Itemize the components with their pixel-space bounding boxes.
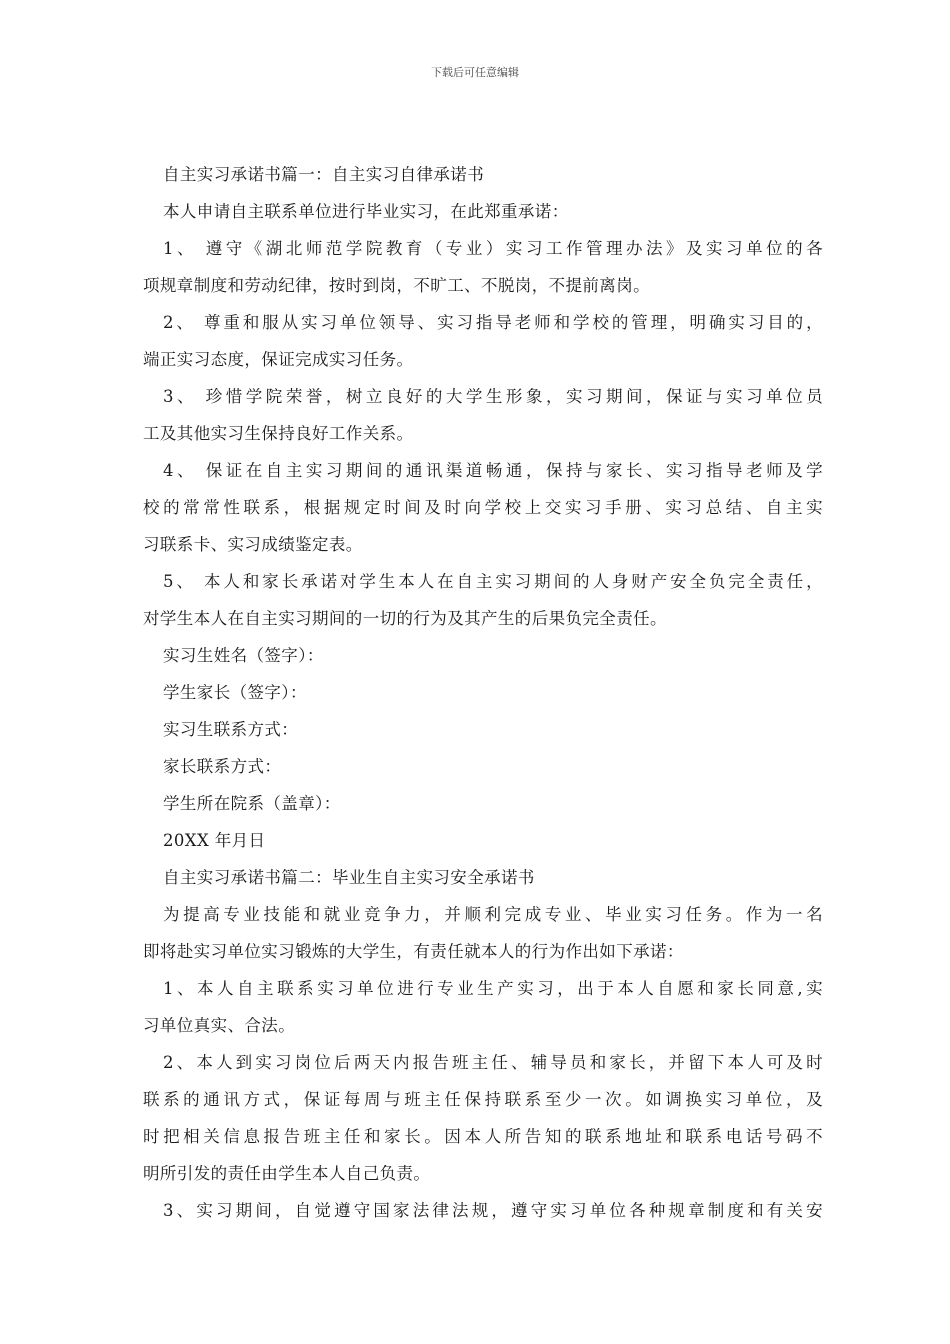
text-line: 习联系卡、实习成绩鉴定表。 bbox=[143, 535, 363, 554]
text-line: 对学生本人在自主实习期间的一切的行为及其产生的后果负完全责任。 bbox=[143, 609, 667, 628]
text-line: 工及其他实习生保持良好工作关系。 bbox=[143, 424, 414, 443]
text-line: 端正实习态度，保证完成实习任务。 bbox=[143, 350, 414, 369]
text-line: 自主实习承诺书篇一：自主实习自律承诺书 bbox=[163, 165, 485, 184]
text-line: 1、 遵守《湖北师范学院教育（专业）实习工作管理办法》及实习单位的各 bbox=[163, 239, 823, 258]
text-line: 联系的通讯方式，保证每周与班主任保持联系至少一次。如调换实习单位，及 bbox=[143, 1090, 823, 1109]
text-line: 3、 珍惜学院荣誉，树立良好的大学生形象，实习期间，保证与实习单位员 bbox=[163, 387, 823, 406]
text-line: 2、本人到实习岗位后两天内报告班主任、辅导员和家长，并留下本人可及时 bbox=[163, 1053, 823, 1072]
text-line: 本人申请自主联系单位进行毕业实习，在此郑重承诺： bbox=[163, 202, 569, 221]
text-line: 时把相关信息报告班主任和家长。因本人所告知的联系地址和联系电话号码不 bbox=[143, 1127, 823, 1146]
text-line: 校的常常性联系，根据规定时间及时向学校上交实习手册、实习总结、自主实 bbox=[143, 498, 823, 517]
text-line: 家长联系方式： bbox=[163, 757, 282, 776]
text-line: 学生家长（签字）： bbox=[163, 683, 307, 702]
text-line: 实习生联系方式： bbox=[163, 720, 299, 739]
document-body bbox=[143, 156, 823, 1229]
text-line: 实习生姓名（签字）： bbox=[163, 646, 324, 665]
text-line: 3、实习期间，自觉遵守国家法律法规，遵守实习单位各种规章制度和有关安 bbox=[163, 1201, 823, 1220]
text-line: 为提高专业技能和就业竞争力，并顺利完成专业、毕业实习任务。作为一名 bbox=[163, 905, 823, 924]
text-line: 项规章制度和劳动纪律，按时到岗，不旷工、不脱岗，不提前离岗。 bbox=[143, 276, 650, 295]
text-line: 2、 尊重和服从实习单位领导、实习指导老师和学校的管理，明确实习目的， bbox=[163, 313, 823, 332]
text-line: 20XX 年月日 bbox=[163, 831, 266, 850]
text-line: 明所引发的责任由学生本人自己负责。 bbox=[143, 1164, 431, 1183]
text-line: 5、 本人和家长承诺对学生本人在自主实习期间的人身财产安全负完全责任， bbox=[163, 572, 823, 591]
page-header: 下载后可任意编辑 bbox=[431, 66, 519, 79]
text-line: 学生所在院系（盖章）： bbox=[163, 794, 341, 813]
text-line: 1、本人自主联系实习单位进行专业生产实习，出于本人自愿和家长同意,实 bbox=[163, 979, 823, 998]
text-line: 习单位真实、合法。 bbox=[143, 1016, 296, 1035]
text-line: 即将赴实习单位实习锻炼的大学生，有责任就本人的行为作出如下承诺： bbox=[143, 942, 684, 961]
text-line: 4、 保证在自主实习期间的通讯渠道畅通，保持与家长、实习指导老师及学 bbox=[163, 461, 823, 480]
text-line: 自主实习承诺书篇二：毕业生自主实习安全承诺书 bbox=[163, 868, 535, 887]
